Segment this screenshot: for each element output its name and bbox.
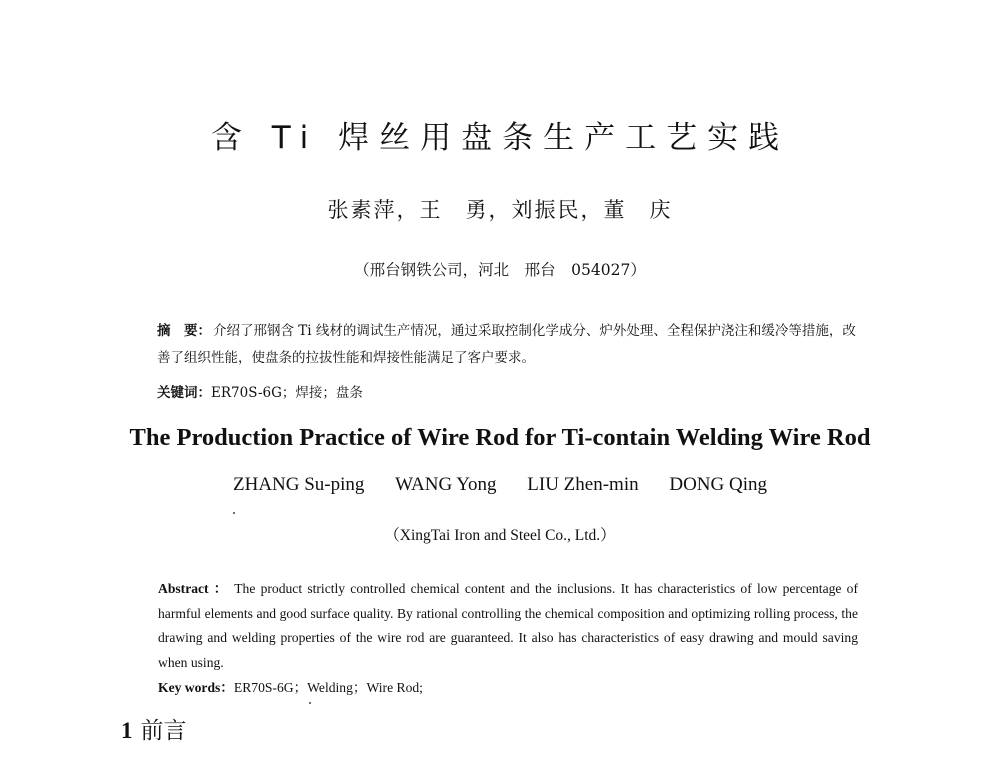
abstract-english-text: The product strictly controlled chemical content and the inclusions. It has characteristics of low percentage of harmful elements and good surface quality. By rational controlling the chemical composition and optimizing rolling process, the drawing and welding properties of the wire rod are guaranteed. It also has characteristics of easy drawing and mould saving when using.	[158, 581, 859, 670]
abstract-english-label: Abstract ：	[158, 581, 230, 596]
scan-speck	[309, 702, 311, 704]
affiliation-chinese: （邢台钢铁公司，河北 邢台 054027）	[354, 261, 646, 279]
scan-speck	[233, 512, 235, 514]
author-english: DONG Qing	[669, 474, 767, 495]
keywords-english-label: Key words：	[158, 680, 234, 695]
title-english: The Production Practice of Wire Rod for Ti-contain Welding Wire Rod	[129, 424, 871, 451]
author-english: ZHANG Su-ping	[233, 474, 365, 495]
authors-chinese: 张素萍，王 勇，刘振民，董 庆	[327, 198, 673, 222]
abstract-chinese	[157, 318, 857, 372]
keywords-english-text: ER70S-6G；Welding；Wire Rod;	[233, 680, 423, 695]
keywords-english	[158, 676, 858, 696]
author-english: LIU Zhen-min	[527, 474, 639, 495]
keywords-chinese-label: 关键词：	[157, 385, 211, 401]
author-english: WANG Yong	[395, 474, 497, 495]
authors-english	[0, 474, 1000, 496]
title-chinese: 含 Ti 焊丝用盘条生产工艺实践	[210, 120, 790, 156]
abstract-chinese-label: 摘 要：	[157, 323, 211, 339]
section-number: 1	[121, 718, 133, 743]
abstract-english	[158, 577, 858, 675]
keywords-chinese-text: ER70S-6G；焊接；盘条	[211, 385, 363, 401]
section-heading	[121, 712, 187, 745]
abstract-chinese-text: 介绍了邢钢含 Ti 线材的调试生产情况，通过采取控制化学成分、炉外处理、全程保护浇注和缓冷等措施，改善了组织性能，使盘条的拉拔性能和焊接性能满足了客户要求。	[157, 323, 856, 366]
affiliation-english: （XingTai Iron and Steel Co., Ltd.）	[384, 527, 616, 544]
keywords-chinese	[157, 381, 857, 401]
section-title: 前言	[140, 718, 187, 744]
